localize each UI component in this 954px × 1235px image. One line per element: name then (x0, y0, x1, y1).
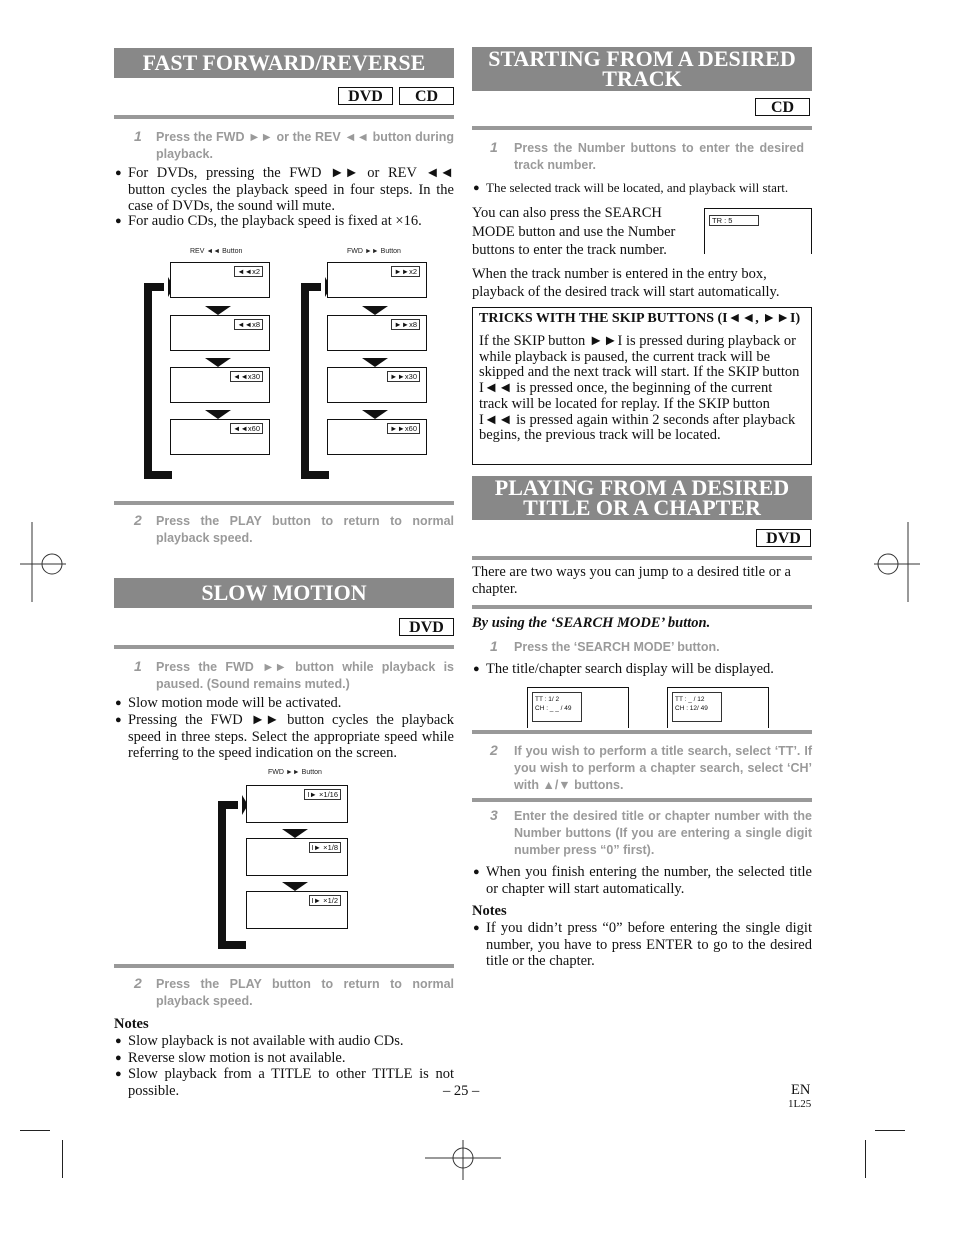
step-instruction: Press the Number buttons to enter the desired track number. (514, 141, 804, 172)
speed-indicator: I► ×1/16 (304, 789, 341, 800)
section-rule (472, 730, 812, 734)
note-item (115, 1050, 454, 1067)
step-number: 2 (134, 975, 142, 991)
section-rule (472, 605, 812, 609)
down-arrow-icon (205, 358, 231, 367)
search-display-screen (667, 687, 769, 728)
bullet-item (473, 864, 812, 897)
section-rule (114, 645, 454, 649)
step-number: 1 (134, 658, 142, 674)
speed-indicator: ◄◄x60 (230, 423, 263, 434)
step-instruction: Press the FWD ►► button while playback is paused. (Sound remains muted.) (156, 660, 454, 691)
search-mode-text: You can also press the SEARCH MODE button and use the Number buttons to enter the track number. (472, 205, 676, 258)
speed-screen (170, 315, 270, 351)
speed-screen (327, 419, 427, 455)
search-display-screen (527, 687, 629, 728)
cd-badge: CD (755, 98, 810, 116)
subheading: By using the ‘SEARCH MODE’ button. (472, 615, 711, 631)
bullet-icon: ● (115, 697, 122, 709)
notes-heading: Notes (472, 903, 507, 919)
section-rule (114, 964, 454, 968)
section-banner-desired-track (472, 47, 812, 91)
dvd-badge: DVD (399, 618, 454, 636)
down-arrow-icon (362, 306, 388, 315)
speed-screen (327, 315, 427, 351)
section-rule (114, 501, 454, 505)
down-arrow-icon (205, 306, 231, 315)
fwd-button-label: FWD ►► Button (268, 769, 322, 776)
bullet-item (115, 165, 454, 215)
note-text: If you didn’t press “0” before entering the single digit number, you have to press ENTER to go to the desired title or the chapter. (486, 920, 812, 969)
note-item (473, 920, 812, 970)
cycle-loop-arrow-icon (212, 793, 248, 953)
section-banner-fast-forward (114, 48, 454, 78)
language-code: EN (791, 1082, 811, 1098)
bullet-item (115, 213, 454, 230)
section-rule (472, 126, 812, 130)
bullet-icon: ● (115, 215, 122, 227)
speed-screen (170, 367, 270, 403)
step-instruction: Enter the desired title or chapter number with the Number buttons (If you are entering a single digit number press “0” first). (514, 809, 812, 857)
step-number: 1 (490, 139, 498, 155)
step-instruction: Press the ‘SEARCH MODE’ button. (514, 640, 720, 654)
search-box (672, 692, 722, 722)
bullet-text: Pressing the FWD ►► button cycles the playback speed in three steps. Select the appropriate speed while referring to the speed indication on the screen. (128, 712, 454, 761)
speed-indicator: I► ×1/8 (309, 842, 341, 853)
bullet-icon: ● (115, 1052, 122, 1064)
section-title-line: TRACK (602, 66, 682, 91)
speed-indicator: ►►x30 (387, 371, 420, 382)
bullet-icon: ● (115, 167, 122, 179)
bullet-icon: ● (115, 1068, 122, 1080)
cycle-loop-arrow-icon (138, 275, 174, 485)
note-text: Slow playback is not available with audio CDs. (128, 1033, 404, 1049)
section-banner-title-chapter (472, 476, 812, 520)
speed-screen (327, 262, 427, 298)
track-entry-box: TR : 5 (709, 215, 759, 226)
down-arrow-icon (282, 829, 308, 838)
intro-text: There are two ways you can jump to a desired title or a chapter. (472, 564, 791, 597)
step-number: 1 (134, 128, 142, 144)
section-rule (472, 556, 812, 560)
bullet-icon: ● (473, 182, 480, 194)
section-title: SLOW MOTION (201, 580, 367, 605)
speed-indicator: ►►x60 (387, 423, 420, 434)
title-field: TT : 1/ 2 (535, 696, 560, 703)
dvd-badge: DVD (338, 87, 393, 105)
section-title-line: TITLE OR A CHAPTER (523, 495, 761, 520)
down-arrow-icon (362, 358, 388, 367)
bullet-icon: ● (115, 1035, 122, 1047)
title-field: TT : _ / 12 (675, 696, 705, 703)
bullet-item (473, 180, 812, 197)
registration-mark-icon (874, 522, 920, 602)
note-text: Reverse slow motion is not available. (128, 1050, 346, 1066)
crop-mark (20, 1130, 50, 1131)
bullet-text: The selected track will be located, and playback will start. (486, 180, 789, 195)
bullet-icon: ● (473, 663, 480, 675)
speed-screen (246, 838, 348, 876)
step-number: 2 (134, 512, 142, 528)
step-instruction: Press the PLAY button to return to normal playback speed. (156, 514, 454, 545)
speed-indicator: ◄◄x2 (234, 266, 263, 277)
step-number: 3 (490, 807, 498, 823)
crop-mark (865, 1140, 866, 1178)
tricks-box (472, 307, 812, 465)
speed-indicator: ◄◄x8 (234, 319, 263, 330)
speed-indicator: ►►x8 (391, 319, 420, 330)
step-instruction: Press the FWD ►► or the REV ◄◄ button during playback. (156, 130, 454, 161)
cd-badge: CD (399, 87, 454, 105)
step-number: 2 (490, 742, 498, 758)
fwd-button-label: FWD ►► Button (347, 248, 401, 255)
dvd-badge: DVD (756, 529, 811, 547)
cycle-loop-arrow-icon (295, 275, 331, 485)
speed-screen (327, 367, 427, 403)
bullet-text: The title/chapter search display will be displayed. (486, 661, 774, 677)
section-title: FAST FORWARD/REVERSE (142, 50, 426, 75)
step-instruction: If you wish to perform a title search, select ‘TT’. If you wish to perform a chapter search, select ‘CH’ with ▲/▼ buttons. (514, 744, 812, 792)
tricks-body: If the SKIP button ►►I is pressed during playback or while playback is paused, the current track will be skipped and the next track will start. If the SKIP button I◄◄ is pressed once, the beginning of the current track will be located for replay. If the SKIP button I◄◄ is pressed again within 2 seconds after playback begins, the previous track will be located. (479, 333, 800, 444)
down-arrow-icon (362, 410, 388, 419)
search-box (532, 692, 582, 722)
doc-code: 1L25 (788, 1098, 812, 1110)
bullet-text: For audio CDs, the playback speed is fixed at ×16. (128, 213, 422, 229)
bullet-text: For DVDs, pressing the FWD ►► or REV ◄◄ button cycles the playback speed in four steps. In the case of DVDs, the sound will mute. (128, 165, 454, 214)
crop-mark (62, 1140, 63, 1178)
note-text: Slow playback from a TITLE to other TITLE is not possible. (128, 1066, 454, 1099)
crop-mark (875, 1130, 905, 1131)
bullet-item (115, 712, 454, 762)
section-title-line: PLAYING FROM A DESIRED (494, 475, 790, 500)
section-rule (472, 798, 812, 802)
down-arrow-icon (282, 882, 308, 891)
bullet-text: When you finish entering the number, the selected title or chapter will start automatically. (486, 864, 812, 897)
section-rule (114, 115, 454, 119)
bullet-icon: ● (473, 866, 480, 878)
bullet-text: Slow motion mode will be activated. (128, 695, 342, 711)
rev-button-label: REV ◄◄ Button (190, 248, 243, 255)
speed-screen (170, 262, 270, 298)
bullet-item (115, 695, 454, 712)
bullet-icon: ● (115, 714, 122, 726)
note-item (115, 1033, 454, 1050)
tricks-title: TRICKS WITH THE SKIP BUTTONS (I◄◄, ►►I) (479, 311, 801, 326)
registration-mark-icon (20, 522, 66, 602)
step-instruction: Press the PLAY button to return to normal playback speed. (156, 977, 454, 1008)
page-number: – 25 – (443, 1083, 480, 1099)
track-entry-text: When the track number is entered in the entry box, playback of the desired track will start automatically. (472, 266, 780, 300)
section-title-line: STARTING FROM A DESIRED (488, 46, 796, 71)
speed-screen (246, 785, 348, 823)
chapter-field: CH : 12/ 49 (675, 705, 708, 712)
notes-heading: Notes (114, 1016, 149, 1032)
speed-indicator: ►►x2 (391, 266, 420, 277)
speed-indicator: ◄◄x30 (230, 371, 263, 382)
speed-screen (170, 419, 270, 455)
track-entry-screen (704, 208, 812, 254)
registration-mark-icon (425, 1140, 501, 1180)
speed-screen (246, 891, 348, 929)
speed-indicator: I► ×1/2 (309, 895, 341, 906)
step-number: 1 (490, 638, 498, 654)
section-banner-slow-motion (114, 578, 454, 608)
note-item (115, 1066, 454, 1099)
bullet-item (473, 661, 812, 678)
down-arrow-icon (205, 410, 231, 419)
bullet-icon: ● (473, 922, 480, 934)
chapter-field: CH : _ _ / 49 (535, 705, 572, 712)
